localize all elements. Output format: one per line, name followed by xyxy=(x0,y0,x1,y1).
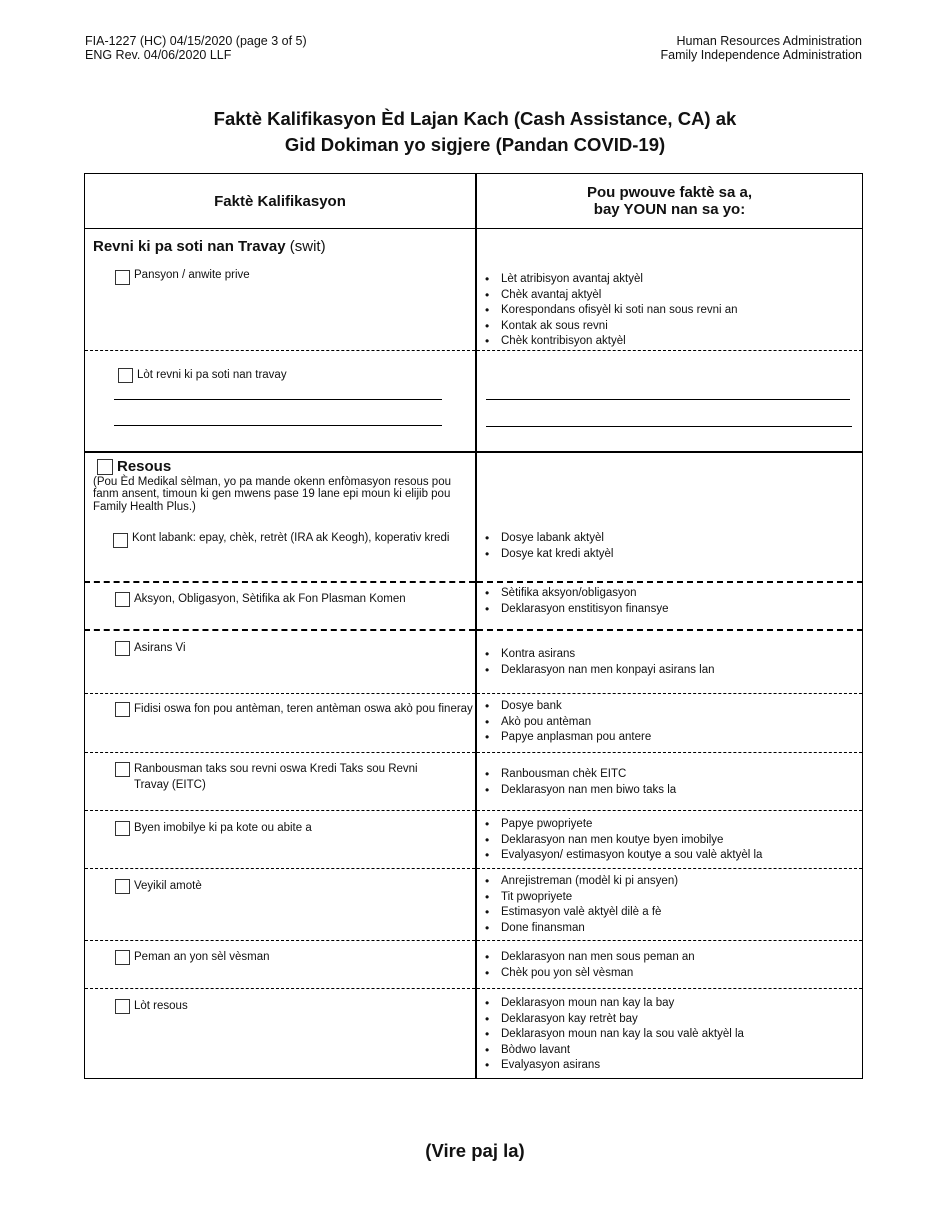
stocks-label: Aksyon, Obligasyon, Sètifika ak Fon Plasman Komen xyxy=(134,592,406,605)
section-title-text: Revni ki pa soti nan Travay xyxy=(93,238,286,255)
pension-label: Pansyon / anwite prive xyxy=(134,269,250,281)
section-title-text: Resous xyxy=(117,457,172,475)
bank-checkbox[interactable] xyxy=(113,533,128,548)
tax-refund-option xyxy=(85,753,475,793)
list-item: • Dosye bank xyxy=(501,699,862,715)
list-item: • Deklarasyon moun nan kay la bay xyxy=(501,996,862,1012)
list-item: • Evalyasyon/ estimasyon koutye a sou valè aktyèl la xyxy=(501,848,862,864)
stocks-option xyxy=(85,583,475,608)
tax-refund-factor-cell xyxy=(85,752,477,810)
burial-docs-cell xyxy=(476,693,863,752)
lump-sum-label: Peman an yon sèl vèsman xyxy=(134,950,270,963)
table-row xyxy=(85,630,863,694)
vehicle-option xyxy=(85,869,475,895)
table-row xyxy=(85,752,863,810)
column-header-proof-line2: bay YOUN nan sa yo: xyxy=(593,201,746,218)
life-insurance-factor-cell xyxy=(85,630,477,694)
list-item: • Done finansman xyxy=(501,921,862,937)
pension-option xyxy=(85,256,475,285)
pension-checkbox[interactable] xyxy=(115,270,130,285)
lump-sum-docs-list xyxy=(477,941,862,981)
real-estate-option xyxy=(85,811,475,837)
real-estate-checkbox[interactable] xyxy=(115,821,130,836)
bank-docs-list xyxy=(477,453,862,562)
resources-note: (Pou Èd Medikal sèlman, yo pa mande okenn enfòmasyon resous pou fanm ansent, timoun ki gen mwens pase 19 lane epi moun ki elijib pou Family Health Plus.) xyxy=(93,475,451,513)
eligibility-table xyxy=(84,173,863,1079)
tax-refund-checkbox[interactable] xyxy=(115,762,130,777)
resources-checkbox[interactable] xyxy=(97,459,113,475)
list-item: • Chèk kontribisyon aktyèl xyxy=(501,334,862,350)
bank-option xyxy=(85,513,475,548)
stocks-docs-list xyxy=(477,583,862,617)
lump-sum-factor-cell xyxy=(85,940,477,988)
tax-refund-label: Ranbousman taks sou revni oswa Kredi Taks sou Revni Travay (EITC) xyxy=(134,762,418,791)
vehicle-factor-cell xyxy=(85,868,477,940)
division-name: Family Independence Administration xyxy=(660,48,862,62)
list-item: • Deklarasyon kay retrèt bay xyxy=(501,1012,862,1028)
table-row xyxy=(85,868,863,940)
form-id-block xyxy=(85,34,307,62)
list-item: • Akò pou antèman xyxy=(501,715,862,731)
vehicle-docs-cell xyxy=(476,868,863,940)
table-row xyxy=(85,988,863,1078)
form-id: FIA-1227 (HC) 04/15/2020 (page 3 of 5) xyxy=(85,34,307,48)
bank-docs-cell xyxy=(476,452,863,582)
real-estate-label: Byen imobilye ki pa kote ou abite a xyxy=(134,821,312,834)
table-header-row xyxy=(85,174,863,229)
write-in-line[interactable] xyxy=(486,399,850,400)
other-resources-factor-cell xyxy=(85,988,477,1078)
burial-checkbox[interactable] xyxy=(115,702,130,717)
life-insurance-docs-cell xyxy=(476,630,863,694)
list-item: • Papye pwopriyete xyxy=(501,817,862,833)
list-item: • Kontra asirans xyxy=(501,647,862,663)
other-resources-checkbox[interactable] xyxy=(115,999,130,1014)
vehicle-docs-list xyxy=(477,869,862,936)
other-income-factor-cell xyxy=(85,350,477,452)
lump-sum-option xyxy=(85,941,475,966)
list-item: • Deklarasyon nan men konpayi asirans lan xyxy=(501,663,862,679)
list-item: • Ranbousman chèk EITC xyxy=(501,767,862,783)
column-header-proof-line1: Pou pwouve faktè sa a, xyxy=(586,184,753,201)
pension-docs-cell xyxy=(476,229,863,351)
bank-label: Kont labank: epay, chèk, retrèt (IRA ak Keogh), koperativ kredi xyxy=(132,532,450,545)
stocks-checkbox[interactable] xyxy=(115,592,130,607)
bank-factor-cell xyxy=(85,452,477,582)
list-item: • Deklarasyon enstitisyon finansye xyxy=(501,602,862,618)
section-title-suffix: (swit) xyxy=(289,238,326,255)
life-insurance-docs-list xyxy=(477,631,862,678)
table-row xyxy=(85,229,863,351)
list-item: • Dosye labank aktyèl xyxy=(501,531,862,547)
list-item: • Estimasyon valè aktyèl dilè a fè xyxy=(501,905,862,921)
other-income-label: Lòt revni ki pa soti nan travay xyxy=(137,368,287,381)
column-header-proof xyxy=(476,174,863,229)
table-row xyxy=(85,582,863,630)
other-income-checkbox[interactable] xyxy=(118,368,133,383)
list-item: • Papye anplasman pou antere xyxy=(501,730,862,746)
list-item: • Lèt atribisyon avantaj aktyèl xyxy=(501,272,862,288)
other-resources-docs-list xyxy=(477,989,862,1074)
section-title-resources xyxy=(85,453,475,476)
table-row xyxy=(85,452,863,582)
write-in-line[interactable] xyxy=(114,399,442,400)
page-title-line2: Gid Dokiman yo sigjere (Pandan COVID-19) xyxy=(284,134,666,155)
life-insurance-option xyxy=(85,631,475,657)
list-item: • Evalyasyon asirans xyxy=(501,1058,862,1074)
vehicle-label: Veyikil amotè xyxy=(134,879,202,892)
real-estate-docs-cell xyxy=(476,810,863,868)
burial-docs-list xyxy=(477,694,862,746)
turn-page-note: (Vire paj la) xyxy=(425,1140,525,1161)
list-item: • Chèk avantaj aktyèl xyxy=(501,288,862,304)
list-item: • Sètifika aksyon/obligasyon xyxy=(501,586,862,602)
table-row xyxy=(85,693,863,752)
agency-name: Human Resources Administration xyxy=(676,34,862,48)
list-item: • Deklarasyon nan men sous peman an xyxy=(501,950,862,966)
list-item: • Deklarasyon nan men biwo taks la xyxy=(501,783,862,799)
list-item: • Korespondans ofisyèl ki soti nan sous revni an xyxy=(501,303,862,319)
list-item: • Bòdwo lavant xyxy=(501,1043,862,1059)
other-resources-option xyxy=(85,989,475,1015)
life-insurance-checkbox[interactable] xyxy=(115,641,130,656)
pension-factor-cell xyxy=(85,229,477,351)
page-title-line1: Faktè Kalifikasyon Èd Lajan Kach (Cash Assistance, CA) ak xyxy=(213,108,737,129)
write-in-line[interactable] xyxy=(114,425,442,426)
table-row xyxy=(85,940,863,988)
write-in-line[interactable] xyxy=(486,426,852,427)
table-row xyxy=(85,350,863,452)
other-resources-label: Lòt resous xyxy=(134,999,188,1012)
column-header-factor: Faktè Kalifikasyon xyxy=(85,174,477,229)
stocks-factor-cell xyxy=(85,582,477,630)
page-title xyxy=(0,106,950,158)
revision-id: ENG Rev. 04/06/2020 LLF xyxy=(85,48,232,62)
other-resources-docs-cell xyxy=(476,988,863,1078)
list-item: • Dosye kat kredi aktyèl xyxy=(501,547,862,563)
tax-refund-docs-list xyxy=(477,753,862,798)
other-income-option xyxy=(118,366,287,384)
lump-sum-docs-cell xyxy=(476,940,863,988)
list-item: • Anrejistreman (modèl ki pi ansyen) xyxy=(501,874,862,890)
stocks-docs-cell xyxy=(476,582,863,630)
section-title-unearned xyxy=(85,229,475,256)
real-estate-factor-cell xyxy=(85,810,477,868)
list-item: • Kontak ak sous revni xyxy=(501,319,862,335)
list-item: • Deklarasyon nan men koutye byen imobilye xyxy=(501,833,862,849)
list-item: • Deklarasyon moun nan kay la sou valè aktyèl la xyxy=(501,1027,862,1043)
real-estate-docs-list xyxy=(477,811,862,864)
agency-block xyxy=(660,34,862,62)
table-row xyxy=(85,810,863,868)
other-income-docs-cell xyxy=(476,350,863,452)
list-item: • Tit pwopriyete xyxy=(501,890,862,906)
burial-label: Fidisi oswa fon pou antèman, teren antèman oswa akò pou fineray xyxy=(134,702,473,715)
list-item: • Chèk pou yon sèl vèsman xyxy=(501,966,862,982)
burial-option xyxy=(85,694,475,718)
lump-sum-checkbox[interactable] xyxy=(115,950,130,965)
pension-docs-list xyxy=(477,229,862,350)
burial-factor-cell xyxy=(85,693,477,752)
life-insurance-label: Asirans Vi xyxy=(134,641,186,654)
vehicle-checkbox[interactable] xyxy=(115,879,130,894)
tax-refund-docs-cell xyxy=(476,752,863,810)
